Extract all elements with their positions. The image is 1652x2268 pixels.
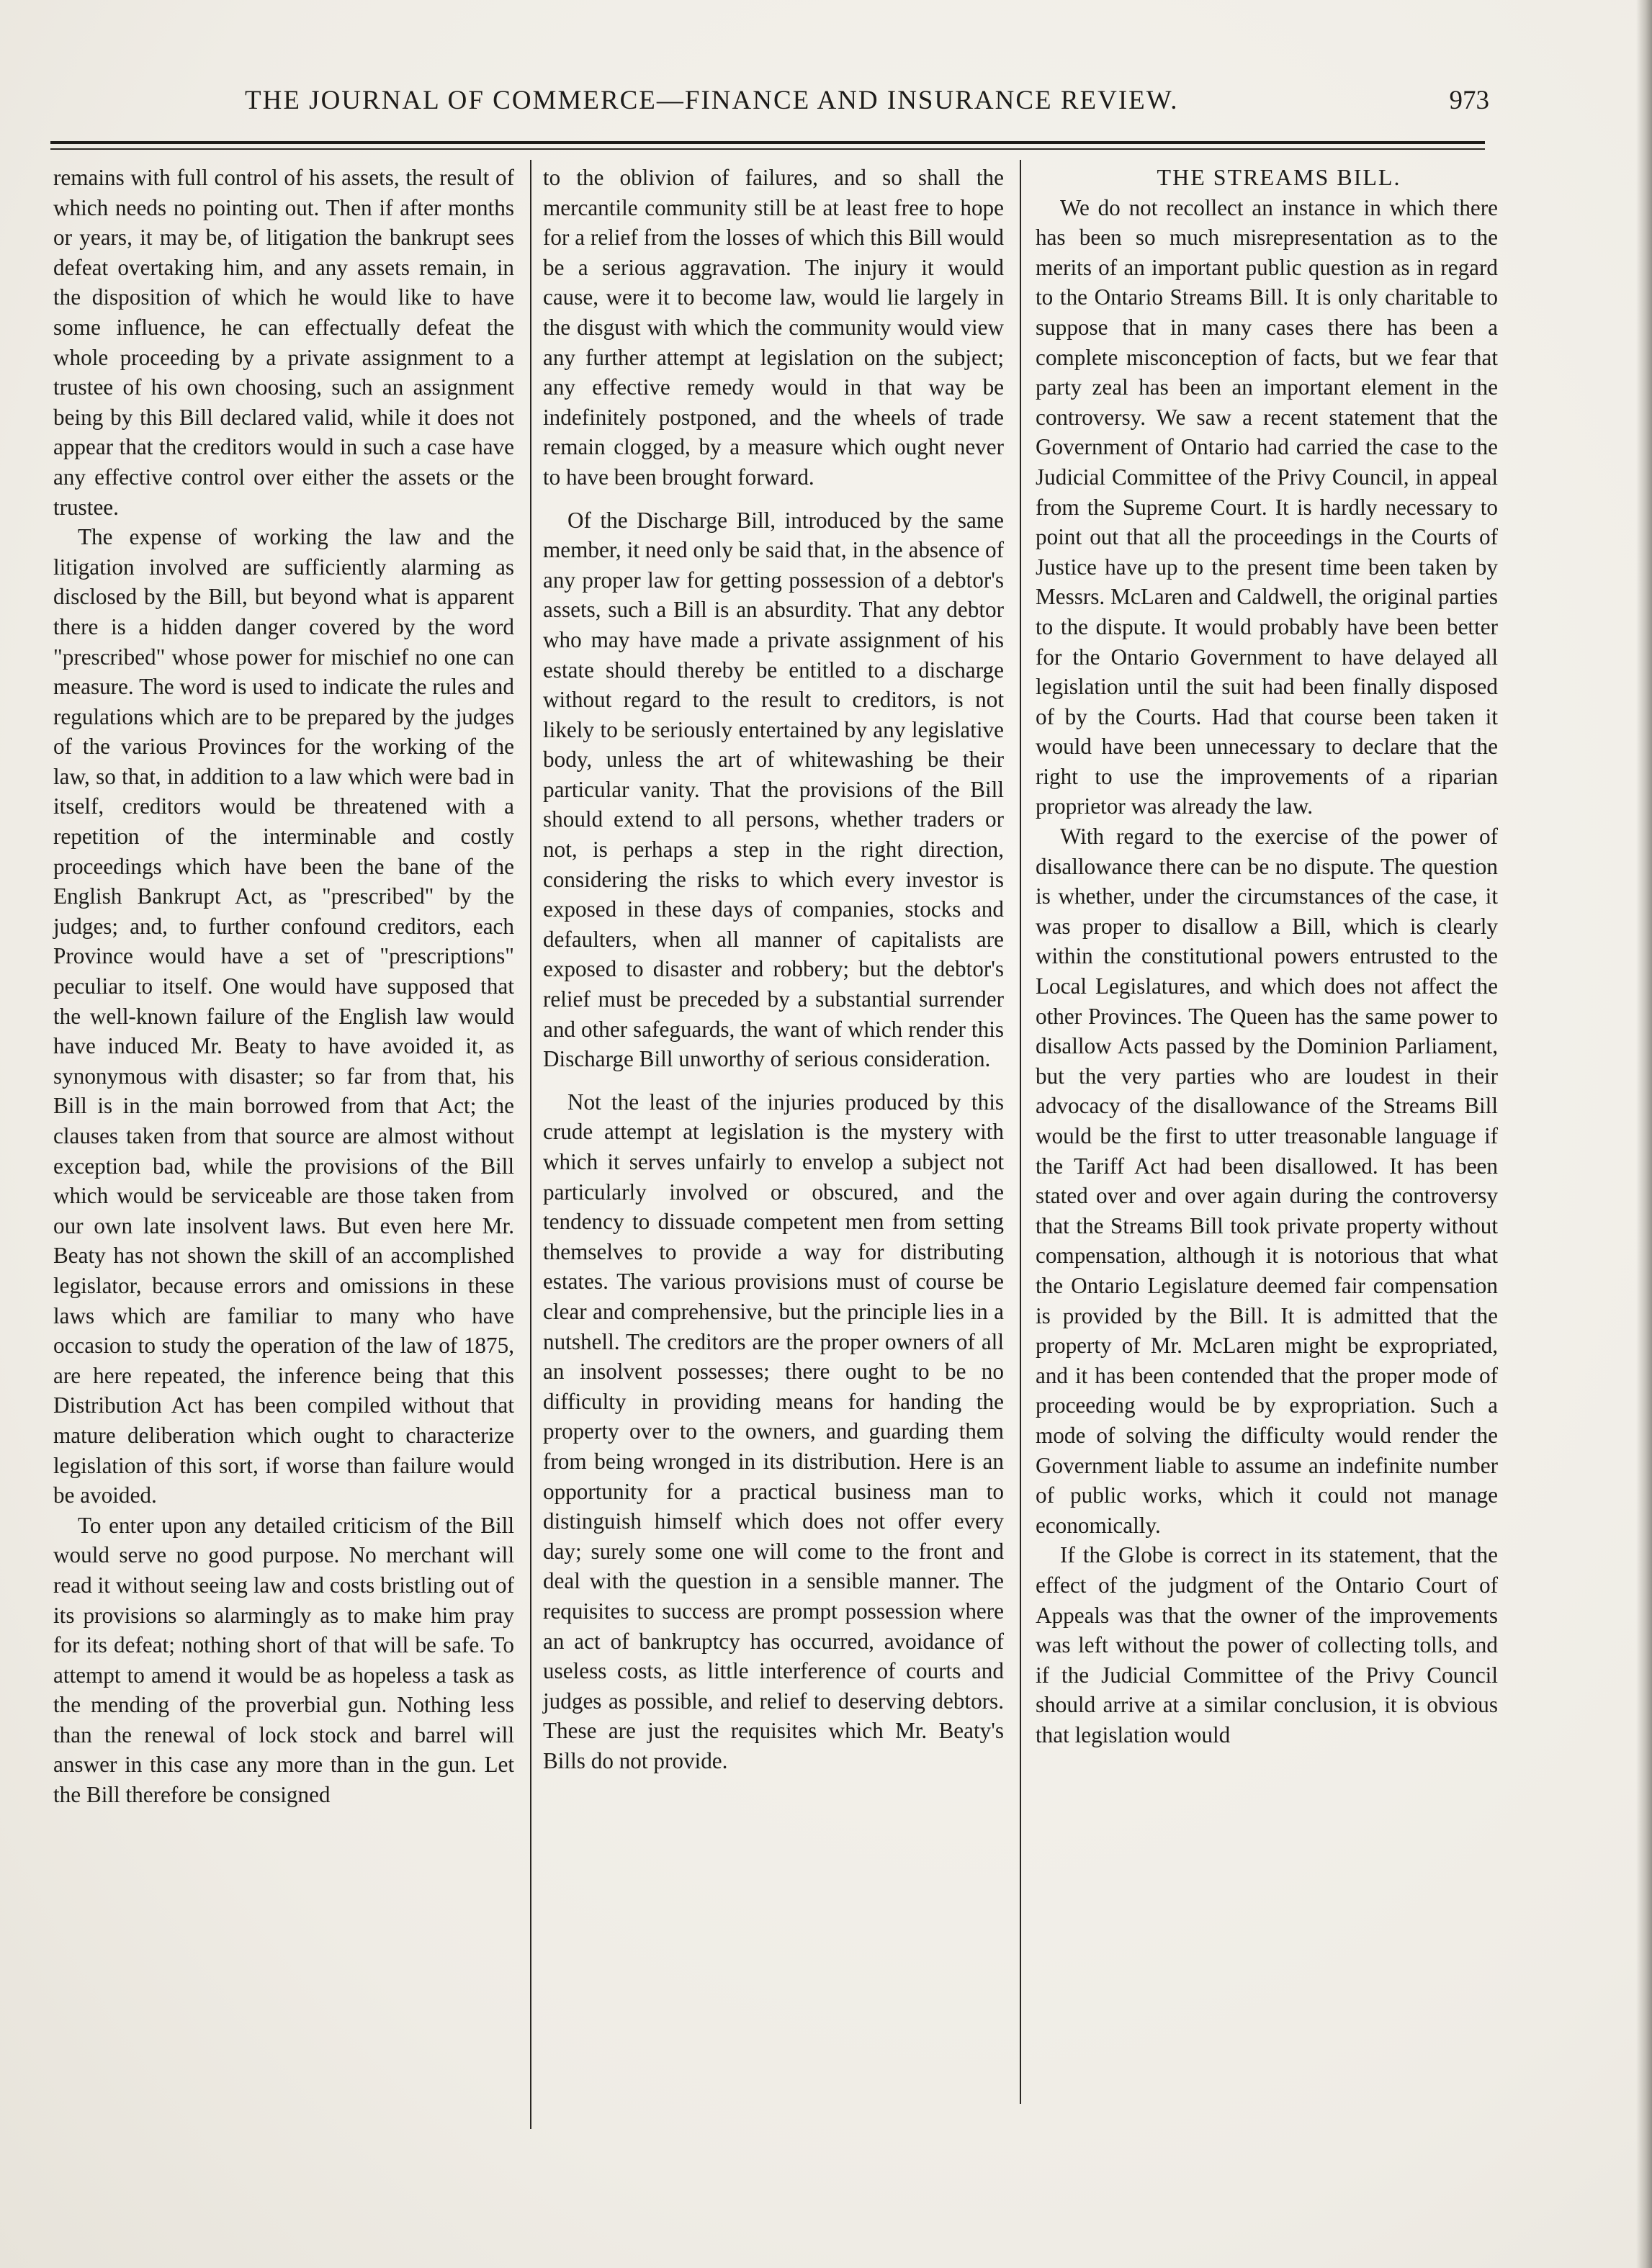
header-rule-thick <box>50 141 1485 144</box>
page-edge-shadow <box>1636 0 1652 2268</box>
running-head: THE JOURNAL OF COMMERCE—FINANCE AND INSURANCE REVIEW. <box>245 86 1179 115</box>
column-divider-1 <box>530 160 531 2129</box>
column-divider-2 <box>1020 160 1021 2104</box>
paragraph: We do not recollect an instance in which there has been so much misrepresentation as to the merits of an important public question as in regard to the Ontario Streams Bill. It is only charitable to suppose that in many cases there has been a complete misconception of facts, but we fear that party zeal has been an important element in the controversy. We saw a recent statement that the Government of Ontario had carried the case to the Judicial Committee of the Privy Council, in appeal from the Supreme Court. It is hardly necessary to point out that all the proceedings in the Courts of Justice have up to the present time been taken by Messrs. McLaren and Caldwell, the original parties to the dispute. It would probably have been better for the Ontario Government to have delayed all legislation until the suit had been finally disposed of by the Courts. Had that course been taken it would have been unnecessary to declare that the right to use the improvements of a riparian proprietor was already the law. <box>1036 194 1498 819</box>
article-column-3 <box>1036 163 1498 1750</box>
header-rule-thin <box>50 148 1485 150</box>
page-number: 973 <box>1449 86 1489 115</box>
paragraph: Of the Discharge Bill, introduced by the same member, it need only be said that, in the absence of any proper law for getting possession of a debtor's assets, such a Bill is an absurdity. That any debtor who may have made a private assignment of his estate should thereby be entitled to a discharge without regard to the result to creditors, is not likely to be seriously entertained by any legislative body, unless the art of whitewashing be their particular vanity. That the provisions of the Bill should extend to all persons, whether traders or not, is perhaps a step in the right direction, considering the risks to which every investor is exposed in these days of companies, stocks and defaulters, when all manner of capitalists are exposed to disaster and robbery; but the debtor's relief must be preceded by a substantial surrender and other safeguards, the want of which render this Discharge Bill unworthy of serious consideration. <box>543 507 1004 1072</box>
paragraph: to the oblivion of failures, and so shall the mercantile community still be at least free to hope for a relief from the losses of which this Bill would be a serious aggravation. The injury it would cause, were it to become law, would lie largely in the disgust with which the community would view any further attempt at legislation on the subject; any effective remedy would in that way be indefinitely postponed, and the wheels of trade remain clogged, by a measure which ought never to have been brought forward. <box>543 165 1004 490</box>
paragraph: remains with full control of his assets, the result of which needs no pointing out. Then if after months or years, it may be, of litigation the bankrupt sees defeat overtaking him, and any assets remain, in the disposition of which he would like to have some influence, he can effectually defeat the whole proceeding by a private assignment to a trustee of his own choosing, such an assignment being by this Bill declared valid, while it does not appear that the creditors would in such a case have any effective control over either the assets or the trustee. <box>53 165 514 520</box>
paragraph: To enter upon any detailed criticism of the Bill would serve no good purpose. No merchant will read it without seeing law and costs bristling out of its provisions so alarmingly as to make him pray for its defeat; nothing short of that will be safe. To attempt to amend it would be as hopeless a task as the mending of the proverbial gun. Nothing less than the renewal of lock stock and barrel will answer in this case any more than in the gun. Let the Bill therefore be consigned <box>53 1512 514 1808</box>
article-heading: THE STREAMS BILL. <box>1157 164 1401 190</box>
paragraph: Not the least of the injuries produced by this crude attempt at legislation is the mystery with which it serves unfairly to envelop a subject not particularly involved or obscured, and the tendency to dissuade competent men from setting themselves to provide a way for distributing estates. The various provisions must of course be clear and comprehensive, but the principle lies in a nutshell. The creditors are the proper owners of all an insolvent possesses; there ought to be no difficulty in providing means for handing the property over to the owners, and guarding them from being wronged in its distribution. Here is an opportunity for a practical business man to distinguish himself which does not offer every day; surely some one will come to the front and deal with the question in a sensible manner. The requisites to success are prompt possession where an act of bankruptcy has occurred, avoidance of useless costs, as little interference of courts and judges as possible, and relief to deserving debtors. These are just the requisites which Mr. Beaty's Bills do not provide. <box>543 1089 1004 1773</box>
paragraph: If the Globe is correct in its statement, that the effect of the judgment of the Ontario Court of Appeals was that the owner of the improvements was left without the power of collecting tolls, and if the Judicial Committee of the Privy Council should arrive at a similar conclusion, it is obvious that legislation would <box>1036 1542 1498 1747</box>
article-column-1 <box>53 163 514 1810</box>
article-column-2 <box>543 163 1004 1776</box>
paragraph: The expense of working the law and the litigation involved are sufficiently alarming as disclosed by the Bill, but beyond what is apparent there is a hidden danger covered by the word "prescribed" whose power for mischief no one can measure. The word is used to indicate the rules and regulations which are to be prepared by the judges of the various Provinces for the working of the law, so that, in addition to a law which were bad in itself, creditors would be threatened with a repetition of the interminable and costly proceedings which have been the bane of the English Bankrupt Act, as "prescribed" by the judges; and, to further confound creditors, each Province would have a set of "prescriptions" peculiar to itself. One would have supposed that the well-known failure of the English law would have induced Mr. Beaty to have avoided it, as synonymous with disaster; so far from that, his Bill is in the main borrowed from that Act; the clauses taken from that source are almost without exception bad, while the provisions of the Bill which would be serviceable are those taken from our own late insolvent laws. But even here Mr. Beaty has not shown the skill of an accomplished legislator, because errors and omissions in these laws which are familiar to many who have occasion to study the operation of the law of 1875, are here repeated, the inference being that this Distribution Act has been compiled without that mature deliberation which ought to characterize legislation of this sort, if worse than failure would be avoided. <box>53 524 514 1508</box>
page-header <box>50 85 1491 128</box>
paragraph: With regard to the exercise of the power of disallowance there can be no dispute. The question is whether, under the circumstances of the case, it was proper to disallow a Bill, which is clearly within the constitutional powers entrusted to the Local Legislatures, and which does not affect the other Provinces. The Queen has the same power to disallow Acts passed by the Dominion Parliament, but the very parties who are loudest in their advocacy of the disallowance of the Streams Bill would be the first to utter treasonable language if the Tariff Act had been disallowed. It has been stated over and over again during the controversy that the Streams Bill took private property without compensation, although it is notorious that what the Ontario Legislature deemed fair compensation is provided by the Bill. It is admitted that the property of Mr. McLaren might be expropriated, and it has been contended that the proper mode of proceeding would be by expropriation. Such a mode of solving the difficulty would render the Government liable to assume an indefinite number of public works, which it could not manage economically. <box>1036 824 1498 1538</box>
